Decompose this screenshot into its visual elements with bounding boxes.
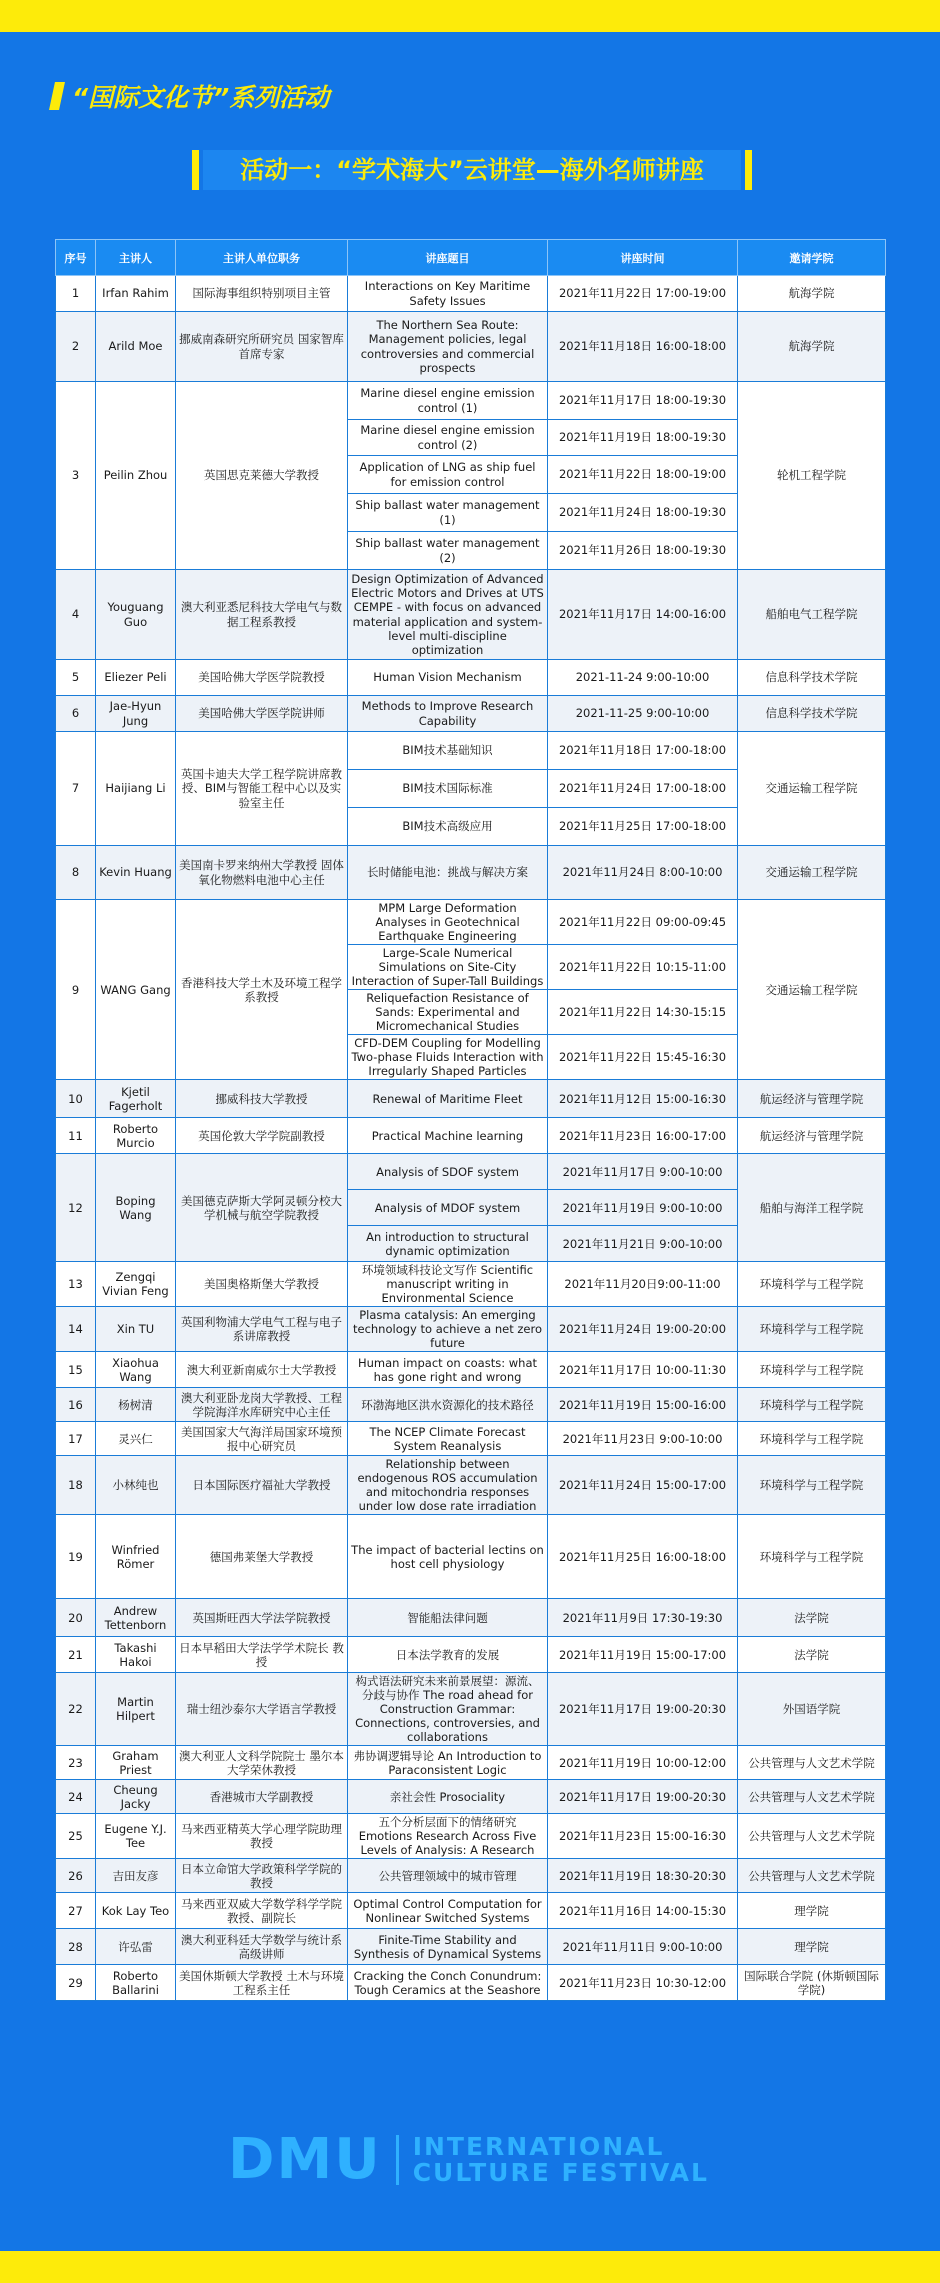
cell-college: 信息科学技术学院	[738, 696, 886, 732]
cell-no: 19	[56, 1515, 96, 1599]
table-row	[56, 1515, 886, 1599]
cell-unit: 美国奥格斯堡大学教授	[176, 1262, 348, 1307]
cell-time: 2021年11月21日 9:00-10:00	[548, 1226, 738, 1262]
table-row	[56, 382, 886, 420]
cell-speaker: Cheung Jacky	[96, 1780, 176, 1814]
cell-unit: 美国哈佛大学医学院教授	[176, 660, 348, 696]
table-row	[56, 1746, 886, 1780]
cell-time: 2021年11月19日 18:30-20:30	[548, 1859, 738, 1893]
cell-unit: 美国德克萨斯大学阿灵顿分校大学机械与航空学院教授	[176, 1154, 348, 1262]
cell-time: 2021年11月17日 14:00-16:00	[548, 570, 738, 660]
col-header-time: 讲座时间	[548, 240, 738, 276]
cell-unit: 马来西亚精英大学心理学院助理教授	[176, 1814, 348, 1859]
cell-topic: Finite-Time Stability and Synthesis of Dynamical Systems	[348, 1929, 548, 1965]
bottom-yellow-bar	[0, 2251, 940, 2283]
table-row	[56, 660, 886, 696]
cell-speaker: 杨树清	[96, 1388, 176, 1422]
cell-speaker: Graham Priest	[96, 1746, 176, 1780]
cell-college: 外国语学院	[738, 1673, 886, 1746]
festival-logo	[228, 2127, 709, 2192]
top-yellow-bar	[0, 0, 940, 32]
dmu-logo-text: DMU	[228, 2127, 382, 2192]
cell-no: 7	[56, 732, 96, 846]
cell-speaker: 许弘雷	[96, 1929, 176, 1965]
cell-no: 1	[56, 276, 96, 312]
table-row	[56, 312, 886, 382]
cell-college: 理学院	[738, 1929, 886, 1965]
cell-time: 2021年11月19日 18:00-19:30	[548, 420, 738, 456]
col-header-unit: 主讲人单位职务	[176, 240, 348, 276]
cell-topic: Design Optimization of Advanced Electric Motors and Drives at UTS CEMPE - with focus on advanced material application and system-level multi-discipline optimization	[348, 570, 548, 660]
activity-banner	[192, 149, 752, 191]
col-header-topic: 讲座题目	[348, 240, 548, 276]
table-row	[56, 570, 886, 660]
table-row	[56, 1352, 886, 1388]
cell-no: 9	[56, 900, 96, 1080]
cell-topic: The impact of bacterial lectins on host cell physiology	[348, 1515, 548, 1599]
cell-speaker: 吉田友彦	[96, 1859, 176, 1893]
table-row	[56, 846, 886, 900]
cell-speaker: Xiaohua Wang	[96, 1352, 176, 1388]
cell-topic: BIM技术国际标准	[348, 770, 548, 808]
cell-college: 交通运输工程学院	[738, 732, 886, 846]
cell-speaker: WANG Gang	[96, 900, 176, 1080]
cell-speaker: Zengqi Vivian Feng	[96, 1262, 176, 1307]
cell-unit: 挪威科技大学教授	[176, 1080, 348, 1118]
cell-time: 2021年11月23日 9:00-10:00	[548, 1422, 738, 1456]
cell-college: 国际联合学院 (休斯顿国际学院)	[738, 1965, 886, 2001]
cell-topic: Analysis of MDOF system	[348, 1190, 548, 1226]
cell-speaker: Kevin Huang	[96, 846, 176, 900]
cell-no: 12	[56, 1154, 96, 1262]
cell-college: 交通运输工程学院	[738, 846, 886, 900]
cell-topic: The Northern Sea Route: Management policies, legal controversies and commercial prospects	[348, 312, 548, 382]
cell-speaker: 灵兴仁	[96, 1422, 176, 1456]
cell-topic: Ship ballast water management (1)	[348, 494, 548, 532]
cell-time: 2021年11月18日 17:00-18:00	[548, 732, 738, 770]
cell-unit: 美国南卡罗来纳州大学教授 固体氧化物燃料电池中心主任	[176, 846, 348, 900]
cell-topic: Analysis of SDOF system	[348, 1154, 548, 1190]
cell-no: 8	[56, 846, 96, 900]
cell-unit: 澳大利亚人文科学院院士 墨尔本大学荣休教授	[176, 1746, 348, 1780]
cell-college: 环境科学与工程学院	[738, 1307, 886, 1352]
cell-no: 26	[56, 1859, 96, 1893]
cell-time: 2021年11月24日 19:00-20:00	[548, 1307, 738, 1352]
cell-unit: 澳大利亚科廷大学数学与统计系高级讲师	[176, 1929, 348, 1965]
cell-unit: 挪威南森研究所研究员 国家智库首席专家	[176, 312, 348, 382]
series-title-text: “国际文化节”系列活动	[72, 83, 330, 112]
cell-topic: 弗协调逻辑导论 An Introduction to Paraconsistent Logic	[348, 1746, 548, 1780]
cell-no: 20	[56, 1599, 96, 1637]
cell-speaker: Youguang Guo	[96, 570, 176, 660]
cell-college: 航运经济与管理学院	[738, 1118, 886, 1154]
col-header-no: 序号	[56, 240, 96, 276]
cell-topic: Practical Machine learning	[348, 1118, 548, 1154]
cell-college: 法学院	[738, 1599, 886, 1637]
cell-speaker: Roberto Murcio	[96, 1118, 176, 1154]
cell-college: 航运经济与管理学院	[738, 1080, 886, 1118]
cell-college: 航海学院	[738, 276, 886, 312]
table-row	[56, 1637, 886, 1673]
cell-time: 2021年11月23日 10:30-12:00	[548, 1965, 738, 2001]
cell-unit: 英国利物浦大学电气工程与电子系讲席教授	[176, 1307, 348, 1352]
cell-speaker: Martin Hilpert	[96, 1673, 176, 1746]
cell-time: 2021年11月17日 10:00-11:30	[548, 1352, 738, 1388]
cell-speaker: Eugene Y.J. Tee	[96, 1814, 176, 1859]
banner-right-edge	[745, 150, 752, 190]
table-body	[56, 276, 886, 2001]
cell-college: 公共管理与人文艺术学院	[738, 1814, 886, 1859]
cell-college: 公共管理与人文艺术学院	[738, 1859, 886, 1893]
cell-college: 航海学院	[738, 312, 886, 382]
cell-speaker: Jae-Hyun Jung	[96, 696, 176, 732]
cell-college: 公共管理与人文艺术学院	[738, 1746, 886, 1780]
table-row	[56, 696, 886, 732]
col-header-speaker: 主讲人	[96, 240, 176, 276]
cell-college: 船舶电气工程学院	[738, 570, 886, 660]
cell-topic: 构式语法研究未来前景展望：源流、分歧与协作 The road ahead for Construction Grammar: Connections, controversies, and collaborations	[348, 1673, 548, 1746]
cell-college: 轮机工程学院	[738, 382, 886, 570]
cell-no: 16	[56, 1388, 96, 1422]
cell-time: 2021年11月22日 14:30-15:15	[548, 990, 738, 1035]
col-header-college: 邀请学院	[738, 240, 886, 276]
cell-time: 2021年11月17日 18:00-19:30	[548, 382, 738, 420]
cell-no: 2	[56, 312, 96, 382]
cell-topic: CFD-DEM Coupling for Modelling Two-phase Fluids Interaction with Irregularly Shaped Particles	[348, 1035, 548, 1080]
cell-no: 3	[56, 382, 96, 570]
table-row	[56, 1599, 886, 1637]
cell-college: 环境科学与工程学院	[738, 1456, 886, 1515]
cell-speaker: Andrew Tettenborn	[96, 1599, 176, 1637]
cell-unit: 英国思克莱德大学教授	[176, 382, 348, 570]
cell-unit: 日本早稻田大学法学学术院长 教授	[176, 1637, 348, 1673]
table-row	[56, 1893, 886, 1929]
cell-time: 2021年11月23日 15:00-16:30	[548, 1814, 738, 1859]
cell-no: 29	[56, 1965, 96, 2001]
cell-college: 环境科学与工程学院	[738, 1262, 886, 1307]
cell-college: 法学院	[738, 1637, 886, 1673]
cell-time: 2021年11月22日 09:00-09:45	[548, 900, 738, 945]
cell-time: 2021年11月22日 15:45-16:30	[548, 1035, 738, 1080]
cell-college: 信息科学技术学院	[738, 660, 886, 696]
cell-unit: 日本立命馆大学政策科学学院的教授	[176, 1859, 348, 1893]
table-row	[56, 1456, 886, 1515]
cell-topic: Relationship between endogenous ROS accumulation and mitochondria responses under low dose rate irradiation	[348, 1456, 548, 1515]
cell-topic: 日本法学教育的发展	[348, 1637, 548, 1673]
table-row	[56, 276, 886, 312]
cell-no: 28	[56, 1929, 96, 1965]
cell-no: 22	[56, 1673, 96, 1746]
table-row	[56, 1118, 886, 1154]
cell-speaker: Xin TU	[96, 1307, 176, 1352]
cell-topic: Renewal of Maritime Fleet	[348, 1080, 548, 1118]
cell-topic: BIM技术高级应用	[348, 808, 548, 846]
cell-time: 2021年11月22日 10:15-11:00	[548, 945, 738, 990]
cell-time: 2021年11月24日 15:00-17:00	[548, 1456, 738, 1515]
cell-unit: 香港城市大学副教授	[176, 1780, 348, 1814]
cell-topic: 环境领域科技论文写作 Scientific manuscript writing in Environmental Science	[348, 1262, 548, 1307]
cell-topic: Large-Scale Numerical Simulations on Site-City Interaction of Super-Tall Buildings	[348, 945, 548, 990]
cell-speaker: 小林纯也	[96, 1456, 176, 1515]
series-title	[52, 78, 329, 114]
cell-no: 4	[56, 570, 96, 660]
cell-time: 2021年11月11日 9:00-10:00	[548, 1929, 738, 1965]
cell-time: 2021年11月19日 10:00-12:00	[548, 1746, 738, 1780]
cell-unit: 澳大利亚新南威尔士大学教授	[176, 1352, 348, 1388]
cell-time: 2021年11月26日 18:00-19:30	[548, 532, 738, 570]
cell-time: 2021-11-25 9:00-10:00	[548, 696, 738, 732]
cell-topic: 公共管理领域中的城市管理	[348, 1859, 548, 1893]
cell-college: 环境科学与工程学院	[738, 1515, 886, 1599]
cell-time: 2021年11月19日 15:00-16:00	[548, 1388, 738, 1422]
cell-unit: 澳大利亚卧龙岗大学教授、工程学院海洋水库研究中心主任	[176, 1388, 348, 1422]
cell-speaker: Eliezer Peli	[96, 660, 176, 696]
table-row	[56, 1262, 886, 1307]
cell-speaker: Peilin Zhou	[96, 382, 176, 570]
table-row	[56, 1154, 886, 1190]
cell-no: 11	[56, 1118, 96, 1154]
cell-speaker: Kok Lay Teo	[96, 1893, 176, 1929]
cell-speaker: Takashi Hakoi	[96, 1637, 176, 1673]
cell-college: 环境科学与工程学院	[738, 1352, 886, 1388]
cell-topic: 智能船法律问题	[348, 1599, 548, 1637]
logo-divider	[396, 2135, 399, 2185]
table-row	[56, 1859, 886, 1893]
cell-unit: 国际海事组织特别项目主管	[176, 276, 348, 312]
cell-topic: Human impact on coasts: what has gone right and wrong	[348, 1352, 548, 1388]
table-row	[56, 1780, 886, 1814]
cell-no: 5	[56, 660, 96, 696]
cell-time: 2021年11月12日 15:00-16:30	[548, 1080, 738, 1118]
cell-time: 2021年11月22日 18:00-19:00	[548, 456, 738, 494]
title-marker-icon	[49, 82, 65, 110]
cell-unit: 美国休斯顿大学教授 土木与环境工程系主任	[176, 1965, 348, 2001]
cell-unit: 马来西亚双威大学数学科学学院教授、副院长	[176, 1893, 348, 1929]
cell-unit: 英国卡迪夫大学工程学院讲席教授、BIM与智能工程中心以及实验室主任	[176, 732, 348, 846]
cell-topic: Plasma catalysis: An emerging technology to achieve a net zero future	[348, 1307, 548, 1352]
cell-topic: 环渤海地区洪水资源化的技术路径	[348, 1388, 548, 1422]
cell-unit: 美国哈佛大学医学院讲师	[176, 696, 348, 732]
cell-speaker: Arild Moe	[96, 312, 176, 382]
cell-no: 24	[56, 1780, 96, 1814]
cell-no: 6	[56, 696, 96, 732]
table-row	[56, 1307, 886, 1352]
banner-left-edge	[192, 150, 199, 190]
table-row	[56, 1673, 886, 1746]
cell-speaker: Irfan Rahim	[96, 276, 176, 312]
cell-time: 2021年11月24日 17:00-18:00	[548, 770, 738, 808]
cell-unit: 美国国家大气海洋局国家环境预报中心研究员	[176, 1422, 348, 1456]
festival-name-line1: INTERNATIONAL	[412, 2132, 665, 2161]
cell-topic: BIM技术基础知识	[348, 732, 548, 770]
cell-topic: Optimal Control Computation for Nonlinear Switched Systems	[348, 1893, 548, 1929]
cell-topic: Interactions on Key Maritime Safety Issues	[348, 276, 548, 312]
cell-time: 2021年11月25日 16:00-18:00	[548, 1515, 738, 1599]
festival-name	[413, 2134, 709, 2186]
cell-time: 2021年11月24日 18:00-19:30	[548, 494, 738, 532]
cell-time: 2021年11月19日 15:00-17:00	[548, 1637, 738, 1673]
cell-time: 2021年11月17日 19:00-20:30	[548, 1780, 738, 1814]
cell-speaker: Roberto Ballarini	[96, 1965, 176, 2001]
cell-speaker: Haijiang Li	[96, 732, 176, 846]
cell-topic: MPM Large Deformation Analyses in Geotechnical Earthquake Engineering	[348, 900, 548, 945]
table-row	[56, 1965, 886, 2001]
cell-topic: Reliquefaction Resistance of Sands: Experimental and Micromechanical Studies	[348, 990, 548, 1035]
cell-topic: Ship ballast water management (2)	[348, 532, 548, 570]
lecture-schedule-table	[55, 239, 886, 2001]
cell-topic: 长时储能电池：挑战与解决方案	[348, 846, 548, 900]
cell-no: 14	[56, 1307, 96, 1352]
cell-unit: 英国斯旺西大学法学院教授	[176, 1599, 348, 1637]
cell-time: 2021年11月24日 8:00-10:00	[548, 846, 738, 900]
cell-topic: Marine diesel engine emission control (1)	[348, 382, 548, 420]
cell-topic: Human Vision Mechanism	[348, 660, 548, 696]
cell-college: 环境科学与工程学院	[738, 1422, 886, 1456]
cell-no: 27	[56, 1893, 96, 1929]
activity-title: 活动一：“学术海大”云讲堂—海外名师讲座	[203, 150, 741, 190]
table-row	[56, 900, 886, 945]
cell-speaker: Boping Wang	[96, 1154, 176, 1262]
cell-topic: Cracking the Conch Conundrum: Tough Ceramics at the Seashore	[348, 1965, 548, 2001]
cell-unit: 德国弗莱堡大学教授	[176, 1515, 348, 1599]
table-header-row	[56, 240, 886, 276]
cell-college: 公共管理与人文艺术学院	[738, 1780, 886, 1814]
cell-time: 2021年11月23日 16:00-17:00	[548, 1118, 738, 1154]
cell-college: 环境科学与工程学院	[738, 1388, 886, 1422]
cell-no: 13	[56, 1262, 96, 1307]
cell-topic: 亲社会性 Prosociality	[348, 1780, 548, 1814]
cell-unit: 日本国际医疗福祉大学教授	[176, 1456, 348, 1515]
cell-no: 21	[56, 1637, 96, 1673]
cell-time: 2021年11月17日 9:00-10:00	[548, 1154, 738, 1190]
festival-name-line2: CULTURE FESTIVAL	[412, 2158, 709, 2187]
cell-time: 2021-11-24 9:00-10:00	[548, 660, 738, 696]
cell-unit: 瑞士纽沙泰尔大学语言学教授	[176, 1673, 348, 1746]
table-row	[56, 1080, 886, 1118]
cell-no: 17	[56, 1422, 96, 1456]
cell-speaker: Winfried Römer	[96, 1515, 176, 1599]
cell-topic: Marine diesel engine emission control (2)	[348, 420, 548, 456]
cell-topic: The NCEP Climate Forecast System Reanalysis	[348, 1422, 548, 1456]
cell-college: 交通运输工程学院	[738, 900, 886, 1080]
cell-time: 2021年11月9日 17:30-19:30	[548, 1599, 738, 1637]
table-row	[56, 1929, 886, 1965]
cell-time: 2021年11月18日 16:00-18:00	[548, 312, 738, 382]
cell-topic: 五个分析层面下的情绪研究 Emotions Research Across Five Levels of Analysis: A Research	[348, 1814, 548, 1859]
cell-time: 2021年11月16日 14:00-15:30	[548, 1893, 738, 1929]
cell-no: 18	[56, 1456, 96, 1515]
cell-no: 15	[56, 1352, 96, 1388]
table-row	[56, 1422, 886, 1456]
cell-topic: Methods to Improve Research Capability	[348, 696, 548, 732]
cell-college: 理学院	[738, 1893, 886, 1929]
cell-time: 2021年11月17日 19:00-20:30	[548, 1673, 738, 1746]
cell-time: 2021年11月20日9:00-11:00	[548, 1262, 738, 1307]
cell-no: 25	[56, 1814, 96, 1859]
cell-topic: Application of LNG as ship fuel for emission control	[348, 456, 548, 494]
table-row	[56, 1388, 886, 1422]
table-row	[56, 732, 886, 770]
cell-no: 23	[56, 1746, 96, 1780]
table-row	[56, 1814, 886, 1859]
cell-time: 2021年11月22日 17:00-19:00	[548, 276, 738, 312]
cell-college: 船舶与海洋工程学院	[738, 1154, 886, 1262]
cell-no: 10	[56, 1080, 96, 1118]
cell-unit: 英国伦敦大学学院副教授	[176, 1118, 348, 1154]
cell-unit: 香港科技大学土木及环境工程学系教授	[176, 900, 348, 1080]
cell-topic: An introduction to structural dynamic optimization	[348, 1226, 548, 1262]
cell-unit: 澳大利亚悉尼科技大学电气与数据工程系教授	[176, 570, 348, 660]
cell-time: 2021年11月19日 9:00-10:00	[548, 1190, 738, 1226]
cell-time: 2021年11月25日 17:00-18:00	[548, 808, 738, 846]
cell-speaker: Kjetil Fagerholt	[96, 1080, 176, 1118]
